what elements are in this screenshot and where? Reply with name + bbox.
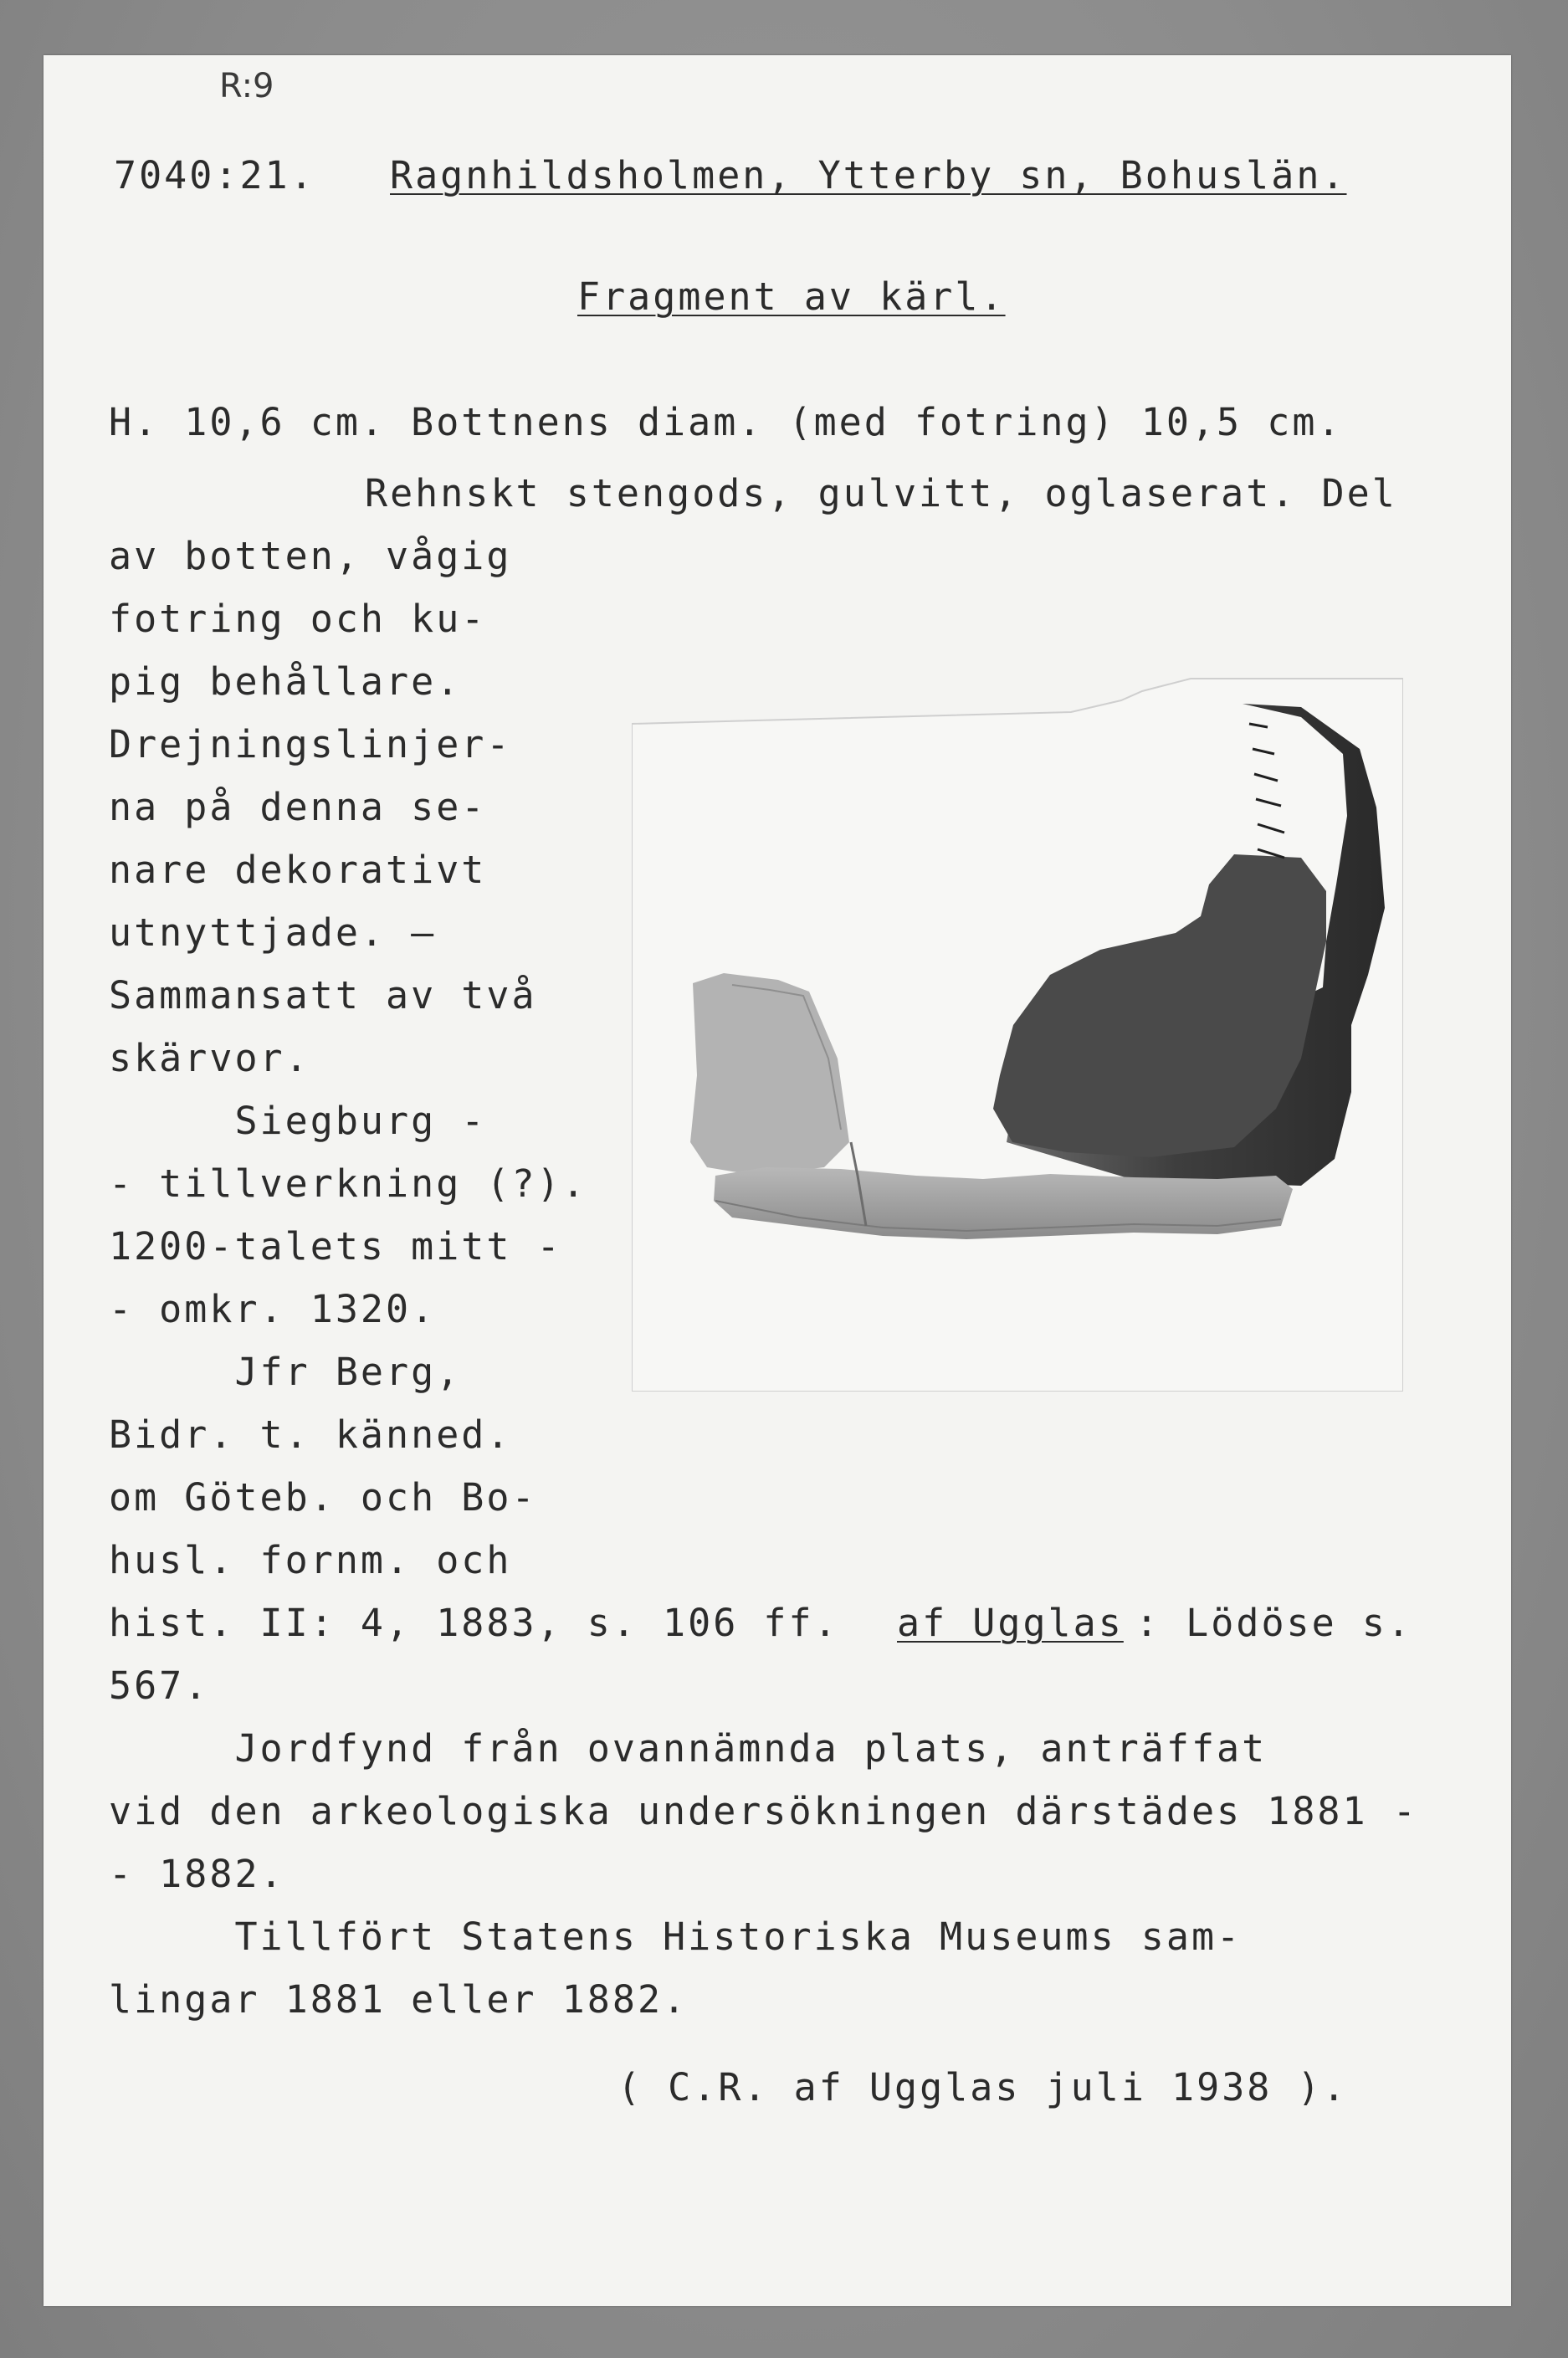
description-line: Bidr. t. känned.	[109, 1412, 512, 1457]
description-line: husl. fornm. och	[109, 1538, 512, 1582]
description-line: 1200-talets mitt -	[109, 1224, 562, 1269]
description-line: fotring och ku-	[109, 597, 487, 641]
description-line: skärvor.	[109, 1036, 310, 1080]
description-line: Jfr Berg,	[109, 1350, 462, 1394]
measurements: H. 10,6 cm. Bottnens diam. (med fotring) 10,5 cm.	[109, 400, 1343, 444]
description-line: pig behållare.	[109, 659, 462, 704]
reference-author: af Ugglas	[897, 1601, 1124, 1645]
reference-text: hist. II: 4, 1883, s. 106 ff.	[109, 1601, 839, 1645]
description-line: nare dekorativt	[109, 848, 487, 892]
description-line: Sammansatt av två	[109, 973, 537, 1018]
reference-page: 567.	[109, 1663, 210, 1708]
description-line: av botten, vågig	[109, 534, 512, 578]
description-line: na på denna se-	[109, 785, 487, 829]
find-context-line: Jordfynd från ovannämnda plats, anträffat	[109, 1726, 1268, 1771]
description-line: om Göteb. och Bo-	[109, 1475, 537, 1520]
signature-line: ( C.R. af Ugglas juli 1938 ).	[617, 2065, 1348, 2109]
description-line: - omkr. 1320.	[109, 1287, 437, 1331]
find-context-line: - 1882.	[109, 1852, 285, 1896]
object-title: Fragment av kärl.	[577, 274, 1006, 319]
description-line: utnyttjade. —	[109, 910, 437, 955]
vessel-fragment-image	[632, 674, 1403, 1392]
inventory-number: 7040:21.	[114, 153, 315, 197]
fragment-photograph	[632, 674, 1403, 1392]
description-lead: Rehnskt stengods, gulvitt, oglaserat. Del	[365, 471, 1397, 515]
reference-title: : Lödöse s.	[1135, 1601, 1413, 1645]
description-line: Drejningslinjer-	[109, 722, 512, 766]
acquisition-line: lingar 1881 eller 1882.	[109, 1977, 689, 2022]
acquisition-line: Tillfört Statens Historiska Museums sam-	[109, 1915, 1243, 1959]
find-context-line: vid den arkeologiska undersökningen därstädes 1881 -	[109, 1789, 1418, 1833]
description-line: - tillverkning (?).	[109, 1161, 587, 1206]
handwritten-reference: R:9	[219, 67, 274, 105]
find-location: Ragnhildsholmen, Ytterby sn, Bohuslän.	[390, 153, 1347, 197]
description-line: Siegburg -	[109, 1099, 487, 1143]
